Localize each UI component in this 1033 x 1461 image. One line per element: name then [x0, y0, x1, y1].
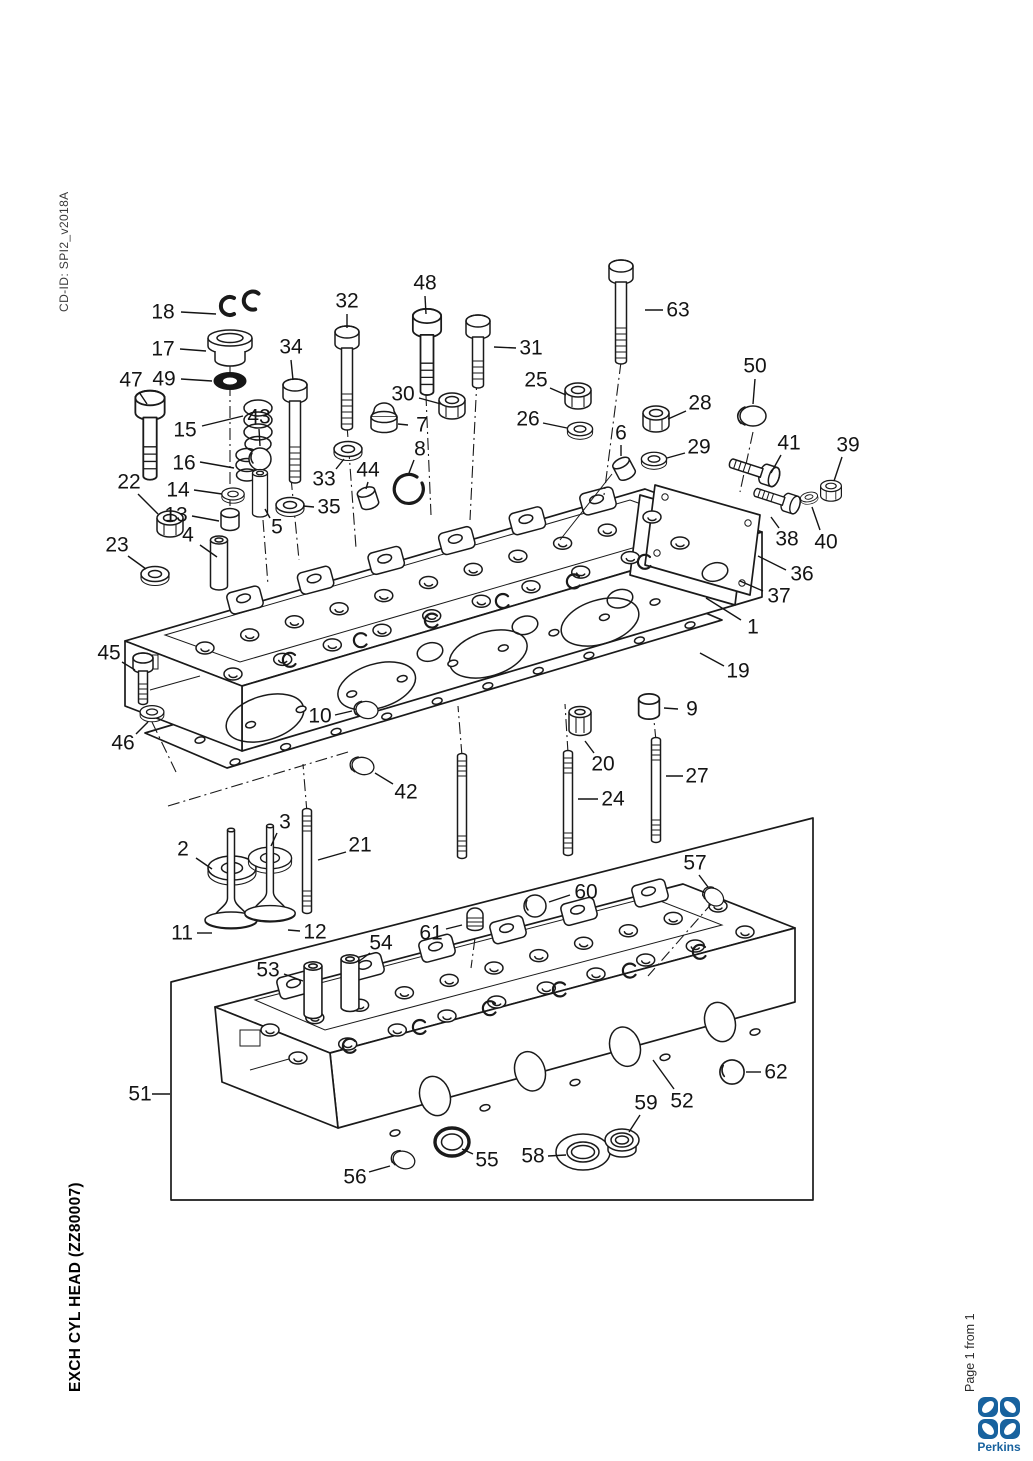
part-61-plug: [467, 908, 483, 931]
part-30-nut: [439, 393, 465, 419]
callout-5: 5: [271, 515, 283, 539]
perkins-logo-mark: [978, 1397, 1020, 1439]
callout-29: 29: [687, 435, 711, 459]
part-53-valve-guide: [304, 962, 322, 1019]
surface-detail: [285, 616, 303, 628]
part-41-bolt: [727, 453, 782, 488]
surface-detail: [598, 524, 616, 536]
cd-id-label: CD-ID: SPI2_v2018A: [57, 191, 71, 312]
callout-57: 57: [683, 851, 707, 875]
surface-detail: [659, 1053, 670, 1061]
surface-detail: [375, 590, 393, 602]
callout-12: 12: [303, 920, 327, 944]
part-39-nut: [821, 480, 842, 501]
part-18-collet-b: [242, 290, 259, 310]
callout-51: 51: [128, 1082, 152, 1106]
callout-49: 49: [152, 367, 176, 391]
surface-detail: [420, 577, 438, 589]
callout-27: 27: [685, 764, 709, 788]
callout-9-leader: [664, 708, 678, 709]
callout-58-leader: [548, 1155, 566, 1156]
part-40-washer: [800, 491, 819, 506]
callout-56-leader: [369, 1166, 390, 1172]
callout-40: 40: [814, 530, 838, 554]
surface-detail: [509, 550, 527, 562]
surface-detail: [261, 1024, 279, 1036]
perkins-logo-text: Perkins: [977, 1440, 1021, 1454]
surface-detail: [395, 987, 413, 999]
callout-4: 4: [182, 523, 194, 547]
callout-30-leader: [419, 398, 441, 404]
part-47-bolt: [135, 391, 164, 480]
callout-6: 6: [615, 421, 627, 445]
callout-39-leader: [834, 457, 842, 481]
part-55-seal-ring: [435, 1128, 469, 1156]
callout-1: 1: [747, 615, 759, 639]
callout-23: 23: [105, 533, 129, 557]
part-8-ring: [394, 474, 423, 503]
callout-40-leader: [812, 507, 820, 530]
callout-48: 48: [413, 271, 437, 295]
callout-50-leader: [753, 379, 755, 404]
surface-detail: [479, 1104, 490, 1112]
callout-35-leader: [303, 506, 314, 507]
part-29-washer: [641, 452, 666, 469]
surface-detail: [241, 629, 259, 641]
callout-59-leader: [629, 1115, 640, 1132]
part-18-collet-a: [221, 297, 234, 315]
callout-32: 32: [335, 289, 359, 313]
callout-8: 8: [414, 437, 426, 461]
surface-detail: [621, 552, 639, 564]
part-7-cap: [371, 403, 397, 433]
callout-38-leader: [771, 517, 779, 528]
callout-26: 26: [516, 407, 540, 431]
callout-34-leader: [291, 360, 293, 380]
surface-detail: [389, 1129, 400, 1137]
callout-52-leader: [653, 1060, 674, 1089]
callout-18-leader: [181, 312, 216, 314]
surface-detail: [554, 537, 572, 549]
callout-31-leader: [494, 347, 516, 348]
page-title: EXCH CYL HEAD (ZZ80007): [67, 1182, 84, 1392]
callout-43: 43: [247, 405, 271, 429]
callout-57-leader: [699, 875, 708, 887]
centerline: [303, 764, 307, 813]
surface-detail: [637, 954, 655, 966]
callout-16: 16: [172, 451, 196, 475]
surface-detail: [464, 563, 482, 575]
callout-55: 55: [475, 1148, 499, 1172]
g-shape: [1000, 1397, 1020, 1417]
callout-46: 46: [111, 731, 135, 755]
callout-25: 25: [524, 368, 548, 392]
callout-52: 52: [670, 1089, 694, 1113]
callout-50: 50: [743, 354, 767, 378]
callout-58: 58: [521, 1144, 545, 1168]
callout-15-leader: [202, 416, 243, 426]
callout-21-leader: [318, 852, 346, 860]
part-21-stud: [303, 809, 312, 914]
surface-detail: [643, 511, 661, 523]
surface-detail: [472, 595, 490, 607]
part-28-nut: [643, 406, 669, 432]
part-50-plug: [738, 406, 766, 426]
callout-45: 45: [97, 641, 121, 665]
callout-35: 35: [317, 495, 341, 519]
callout-60-leader: [549, 895, 570, 902]
callout-34: 34: [279, 335, 303, 359]
part-35-washer: [276, 498, 304, 517]
surface-detail: [572, 566, 590, 578]
part-34-bolt: [283, 379, 307, 483]
surface-detail: [388, 1024, 406, 1036]
g-shape: [978, 1397, 998, 1417]
part-9-cap: [639, 694, 660, 719]
callout-28: 28: [688, 391, 712, 415]
callout-44: 44: [356, 458, 380, 482]
callout-33: 33: [312, 467, 336, 491]
callout-61: 61: [419, 921, 443, 945]
surface-detail: [485, 962, 503, 974]
callout-15: 15: [173, 418, 197, 442]
callout-17: 17: [151, 337, 175, 361]
callout-33-leader: [336, 459, 344, 469]
surface-detail: [736, 926, 754, 938]
callout-20-leader: [585, 741, 594, 753]
callout-19: 19: [726, 659, 750, 683]
centerline: [458, 706, 462, 756]
part-60-plug: [524, 895, 546, 917]
part-4-valve-guide: [211, 536, 228, 590]
part-20-tappet: [569, 707, 591, 736]
part-49-seal-washer: [214, 373, 246, 390]
part-13-cup: [221, 509, 239, 531]
surface-detail: [323, 639, 341, 651]
surface-detail: [224, 668, 242, 680]
callout-42: 42: [394, 780, 418, 804]
perkins-logo: [977, 1397, 1021, 1454]
callout-41: 41: [777, 431, 801, 455]
part-24-stud-a: [458, 754, 467, 859]
callout-43-leader: [259, 429, 260, 446]
surface-detail: [330, 603, 348, 615]
callout-11: 11: [171, 921, 193, 945]
page-number-label: Page 1 from 1: [963, 1313, 977, 1392]
centerline: [565, 704, 568, 753]
callout-53: 53: [256, 958, 280, 982]
callout-13-leader: [192, 516, 219, 521]
callout-14: 14: [166, 478, 190, 502]
surface-detail: [749, 1028, 760, 1036]
surface-detail: [587, 968, 605, 980]
surface-detail: [373, 624, 391, 636]
callout-23-leader: [128, 556, 146, 569]
callout-28-leader: [668, 411, 686, 419]
part-56-plug: [389, 1148, 417, 1172]
callout-3: 3: [279, 810, 291, 834]
callout-36: 36: [790, 562, 814, 586]
callout-13: 13: [164, 503, 188, 527]
callout-16-leader: [200, 462, 234, 468]
surface-detail: [664, 912, 682, 924]
callout-21: 21: [348, 833, 372, 857]
surface-detail: [196, 642, 214, 654]
part-63-bolt: [609, 260, 633, 364]
surface-detail: [569, 1078, 580, 1086]
callout-56: 56: [343, 1165, 367, 1189]
callout-29-leader: [667, 453, 685, 458]
centerline: [263, 520, 268, 585]
part-23-washer: [141, 567, 169, 586]
part-54-valve-guide: [341, 955, 359, 1012]
part-25-nut: [565, 383, 591, 409]
g-shape: [1000, 1419, 1020, 1439]
centerline: [470, 378, 477, 520]
callout-7-leader: [398, 424, 408, 425]
callout-24: 24: [601, 787, 625, 811]
callout-17-leader: [180, 349, 206, 351]
surface-detail: [438, 1010, 456, 1022]
callout-42-leader: [375, 773, 393, 784]
part-31-bolt: [466, 315, 490, 388]
callout-48-leader: [425, 296, 426, 314]
callout-47: 47: [119, 368, 143, 392]
callout-2: 2: [177, 837, 189, 861]
callout-61-leader: [446, 925, 462, 929]
callout-14-leader: [194, 490, 222, 494]
surface-detail: [530, 950, 548, 962]
part-43-cap: [249, 448, 271, 470]
part-42-plug: [348, 755, 375, 777]
centerline: [291, 478, 299, 560]
surface-detail: [619, 925, 637, 937]
part-27-stud: [652, 738, 661, 843]
part-48-bolt: [413, 309, 441, 395]
part-32-bolt: [335, 326, 359, 430]
callout-9: 9: [686, 697, 698, 721]
centerline: [168, 752, 348, 806]
callout-49-leader: [181, 379, 212, 381]
surface-detail: [671, 537, 689, 549]
callout-8-leader: [409, 460, 414, 473]
part-6-plug: [611, 455, 637, 483]
callout-19-leader: [700, 653, 724, 666]
part-59-seal: [605, 1129, 639, 1157]
callout-20: 20: [591, 752, 615, 776]
callout-22-leader: [138, 494, 158, 514]
callout-30: 30: [391, 382, 415, 406]
callout-60: 60: [574, 880, 598, 904]
part-24-stud-b: [564, 751, 573, 856]
callout-26-leader: [543, 423, 567, 428]
callout-37: 37: [767, 584, 791, 608]
callout-25-leader: [550, 388, 566, 395]
part-62-plug: [720, 1060, 744, 1084]
callout-22: 22: [117, 470, 141, 494]
callout-38: 38: [775, 527, 799, 551]
callout-7: 7: [416, 413, 428, 437]
part-44-plug: [356, 485, 380, 511]
callout-54: 54: [369, 931, 393, 955]
callout-31: 31: [519, 336, 543, 360]
surface-detail: [289, 1052, 307, 1064]
callout-10: 10: [308, 704, 332, 728]
part-38-bolt: [751, 483, 802, 515]
callout-18: 18: [151, 300, 175, 324]
part-17-valve-cap: [208, 330, 252, 366]
part-14-washer: [222, 488, 244, 503]
surface-detail: [522, 581, 540, 593]
surface-detail: [575, 937, 593, 949]
part-58-seal: [556, 1134, 610, 1170]
callout-62: 62: [764, 1060, 788, 1084]
part-26-washer: [567, 422, 592, 439]
surface-detail: [440, 974, 458, 986]
callout-39: 39: [836, 433, 860, 457]
callout-63: 63: [666, 298, 690, 322]
callout-12-leader: [288, 930, 300, 931]
g-shape: [978, 1419, 998, 1439]
callout-59: 59: [634, 1091, 658, 1115]
